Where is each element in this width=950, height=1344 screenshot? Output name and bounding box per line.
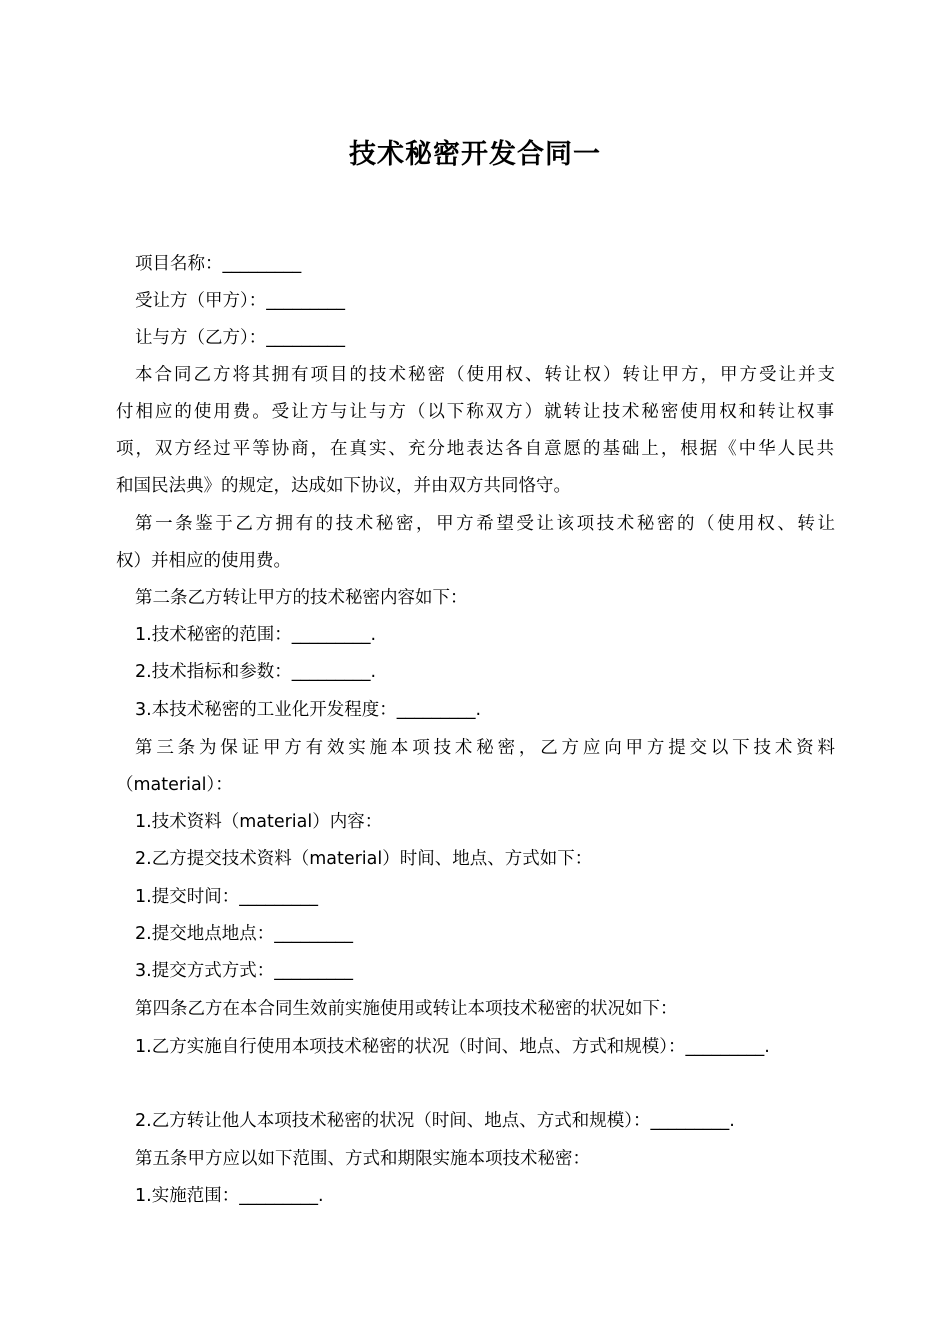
article-5-item-1: 1.实施范围：_________. xyxy=(135,1186,324,1206)
article-2-item-1: 1.技术秘密的范围：_________. xyxy=(135,625,377,645)
article-5-heading: 第五条甲方应以如下范围、方式和期限实施本项技术秘密： xyxy=(135,1149,590,1169)
article-1-line-1: 第一条鉴于乙方拥有的技术秘密，甲方希望受让该项技术秘密的（使用权、转让 xyxy=(135,514,835,534)
article-3-item-2: 2.乙方提交技术资料（material）时间、地点、方式如下： xyxy=(135,849,593,869)
article-3-sub-item-3: 3.提交方式方式：_________ xyxy=(135,961,353,981)
article-1-line-2: 权）并相应的使用费。 xyxy=(116,551,291,571)
article-4-item-2: 2.乙方转让他人本项技术秘密的状况（时间、地点、方式和规模）：_________. xyxy=(135,1111,735,1131)
intro-paragraph-line-2: 付相应的使用费。受让方与让与方（以下称双方）就转让技术秘密使用权和转让权事 xyxy=(116,402,834,422)
intro-paragraph-line-1: 本合同乙方将其拥有项目的技术秘密（使用权、转让权）转让甲方，甲方受让并支 xyxy=(135,365,835,385)
intro-paragraph-line-4: 和国民法典》的规定，达成如下协议，并由双方共同恪守。 xyxy=(116,476,571,496)
article-2-heading: 第二条乙方转让甲方的技术秘密内容如下： xyxy=(135,588,468,608)
party-b-line: 让与方（乙方）：_________ xyxy=(135,328,345,348)
article-3-sub-item-1: 1.提交时间：_________ xyxy=(135,887,318,907)
party-a-line: 受让方（甲方）：_________ xyxy=(135,291,345,311)
article-3-line-2: （material）： xyxy=(116,775,233,795)
document-title: 技术秘密开发合同一 xyxy=(349,139,601,170)
article-4-heading: 第四条乙方在本合同生效前实施使用或转让本项技术秘密的状况如下： xyxy=(135,999,678,1019)
article-2-item-3: 3.本技术秘密的工业化开发程度：_________. xyxy=(135,700,482,720)
project-name-line: 项目名称：_________ xyxy=(135,254,302,274)
article-3-sub-item-2: 2.提交地点地点：_________ xyxy=(135,924,353,944)
article-3-line-1: 第三条为保证甲方有效实施本项技术秘密，乙方应向甲方提交以下技术资料 xyxy=(135,738,835,758)
article-4-item-1: 1.乙方实施自行使用本项技术秘密的状况（时间、地点、方式和规模）：_________. xyxy=(135,1037,770,1057)
article-2-item-2: 2.技术指标和参数：_________. xyxy=(135,662,377,682)
intro-paragraph-line-3: 项，双方经过平等协商，在真实、充分地表达各自意愿的基础上，根据《中华人民共 xyxy=(116,439,834,459)
article-3-item-1: 1.技术资料（material）内容： xyxy=(135,812,383,832)
